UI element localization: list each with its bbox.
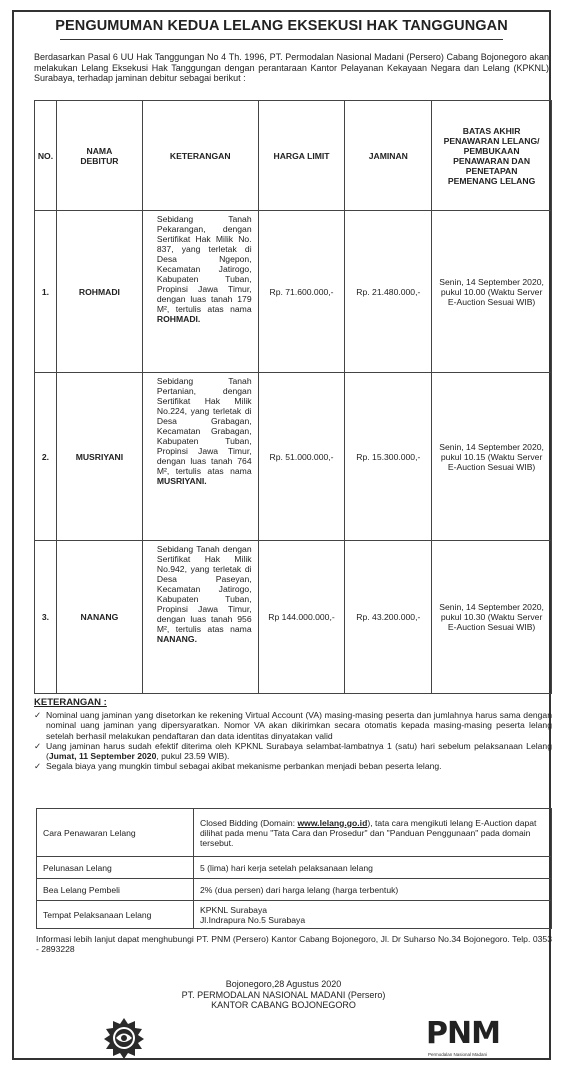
pnm-logo-sub: Permodalan Nasional Madani	[428, 1052, 488, 1057]
row-batas: Senin, 14 September 2020, pukul 10.15 (Waktu Server E-Auction Sesuai WIB)	[432, 373, 552, 541]
row-jaminan: Rp. 21.480.000,-	[345, 211, 432, 373]
row-no: 1.	[35, 211, 57, 373]
header-no: NO.	[35, 101, 57, 211]
info-row	[37, 809, 552, 857]
contact-note: Informasi lebih lanjut dapat menghubungi PT. PNM (Persero) Kantor Cabang Bojonegoro, Jl. Dr Suharso No.34 Bojonegoro. Telp. 0353 - 2893228	[36, 934, 552, 955]
domain-link[interactable]: www.lelang.go.id	[297, 817, 368, 828]
notes-heading: KETERANGAN :	[34, 697, 107, 708]
row-nama: NANANG	[56, 541, 142, 694]
row-harga: Rp. 71.600.000,-	[258, 211, 345, 373]
row-batas: Senin, 14 September 2020, pukul 10.00 (Waktu Server E-Auction Sesuai WIB)	[432, 211, 552, 373]
note-text: Nominal uang jaminan yang disetorkan ke rekening Virtual Account (VA) masing-masing peserta dan jumlahnya harus sama dengan nominal uang jaminan yang dipersyaratkan. Nomor VA akan dikirimkan secara otomatis kepada masing-masing peserta lelang setelah berhasil melakukan pendaftaran dan data identitas dinyatakan valid	[46, 710, 552, 741]
header-harga: HARGA LIMIT	[258, 101, 345, 211]
row-harga: Rp 144.000.000,-	[258, 541, 345, 694]
note-item	[34, 710, 552, 741]
info-value: 2% (dua persen) dari harga lelang (harga terbentuk)	[194, 879, 552, 901]
row-keterangan-owner: MUSRIYANI.	[156, 476, 207, 486]
row-no: 3.	[35, 541, 57, 694]
announcement-frame	[12, 10, 551, 1060]
info-table	[36, 808, 552, 929]
info-value-line: Jl.Indrapura No.5 Surabaya	[200, 914, 306, 925]
note-text-date: Jumat, 11 September 2020	[48, 751, 157, 762]
row-keterangan-text: Sebidang Tanah Pertanian, dengan Sertifikat Hak Milik No.224, yang terletak di Desa Grabagan, Kecamatan Grabagan, Kabupaten Tuban, Propinsi Jawa Timur, dengan luas tanah 764 M², tertulis atas nama	[156, 376, 252, 476]
row-no: 2.	[35, 373, 57, 541]
info-row	[37, 901, 552, 929]
auction-table	[34, 100, 552, 694]
emblem-icon	[102, 1016, 146, 1060]
signature-company: PT. PERMODALAN NASIONAL MADANI (Persero)	[181, 989, 386, 1000]
page-title: PENGUMUMAN KEDUA LELANG EKSEKUSI HAK TANGGUNGAN	[55, 18, 508, 34]
info-label: Tempat Pelaksanaan Lelang	[37, 901, 194, 929]
info-label: Bea Lelang Pembeli	[37, 879, 194, 901]
note-text-pre: Uang jaminan harus sudah efektif diterima oleh KPKNL Surabaya selambat-lambatnya 1 (satu) hari sebelum pelaksanaan Lelang (	[46, 740, 552, 762]
intro-paragraph: Berdasarkan Pasal 6 UU Hak Tanggungan No 4 Th. 1996, PT. Permodalan Nasional Madani (Persero) Cabang Bojonegoro akan melakukan Lelang Eksekusi Hak Tanggungan dengan perantaraan Kantor Pelayanan Kekayaan Negara dan Lelang (KPKNL) Surabaya, terhadap jaminan debitur sebagai berikut :	[34, 52, 549, 83]
row-keterangan	[142, 211, 258, 373]
info-row	[37, 857, 552, 879]
header-batas: BATAS AKHIR PENAWARAN LELANG/ PEMBUKAAN PENAWARAN DAN PENETAPAN PEMENANG LELANG	[432, 101, 552, 211]
header-keterangan: KETERANGAN	[142, 101, 258, 211]
pnm-logo-text: PNM	[426, 1016, 500, 1051]
info-value	[194, 901, 552, 929]
row-keterangan	[142, 541, 258, 694]
row-keterangan-owner: NANANG.	[156, 634, 197, 644]
notes-section	[34, 698, 552, 771]
row-keterangan	[142, 373, 258, 541]
table-row	[35, 211, 552, 373]
row-jaminan: Rp. 43.200.000,-	[345, 541, 432, 694]
row-jaminan: Rp. 15.300.000,-	[345, 373, 432, 541]
note-item	[34, 741, 552, 761]
header-jaminan: JAMINAN	[345, 101, 432, 211]
info-row	[37, 879, 552, 901]
row-keterangan-owner: ROHMADI.	[156, 314, 201, 324]
check-icon: ✓	[34, 710, 42, 721]
table-row	[35, 373, 552, 541]
info-label: Pelunasan Lelang	[37, 857, 194, 879]
info-value	[194, 809, 552, 857]
info-value-pre: Closed Bidding (Domain:	[200, 817, 298, 828]
title-underline	[60, 39, 503, 40]
table-header-row	[35, 101, 552, 211]
note-item	[34, 761, 552, 771]
row-nama: ROHMADI	[56, 211, 142, 373]
note-text: Segala biaya yang mungkin timbul sebagai akibat mekanisme perbankan menjadi beban peserta lelang.	[46, 761, 442, 772]
pnm-logo	[426, 1014, 506, 1062]
info-value-post: ), tata cara mengikuti lelang E-Auction dapat dilihat pada menu "Tata Cara dan Prosedur" dan "Panduan Penggunaan" pada domain tersebut.	[200, 817, 537, 848]
signature-branch: KANTOR CABANG BOJONEGORO	[211, 1000, 356, 1010]
row-harga: Rp. 51.000.000,-	[258, 373, 345, 541]
row-keterangan-text: Sebidang Tanah Pekarangan, dengan Sertifikat Hak Milik No. 837, yang terletak di Desa Ngepon, Kecamatan Jatirogo, Kabupaten Tuban, Propinsi Jawa Timur, dengan luas tanah 179 M², tertulis atas nama	[156, 214, 252, 314]
row-nama: MUSRIYANI	[56, 373, 142, 541]
check-icon: ✓	[34, 761, 42, 772]
header-nama: NAMA DEBITUR	[56, 101, 142, 211]
row-batas: Senin, 14 September 2020, pukul 10.30 (Waktu Server E-Auction Sesuai WIB)	[432, 541, 552, 694]
signature-date: Bojonegoro,28 Agustus 2020	[225, 979, 342, 989]
signature-block	[14, 979, 553, 1011]
row-keterangan-text: Sebidang Tanah dengan Sertifikat Hak Milik No.942, yang terletak di Desa Paseyan, Kecamatan Jatirogo, Kabupaten Tuban, Propinsi Jawa Timur, dengan luas tanah 956 M², tertulis atas nama	[156, 544, 252, 634]
check-icon: ✓	[34, 740, 42, 751]
info-value-line: KPKNL Surabaya	[200, 904, 268, 915]
note-text-post: , pukul 23.59 WIB).	[156, 751, 230, 762]
info-label: Cara Penawaran Lelang	[37, 809, 194, 857]
table-row	[35, 541, 552, 694]
info-value: 5 (lima) hari kerja setelah pelaksanaan lelang	[194, 857, 552, 879]
